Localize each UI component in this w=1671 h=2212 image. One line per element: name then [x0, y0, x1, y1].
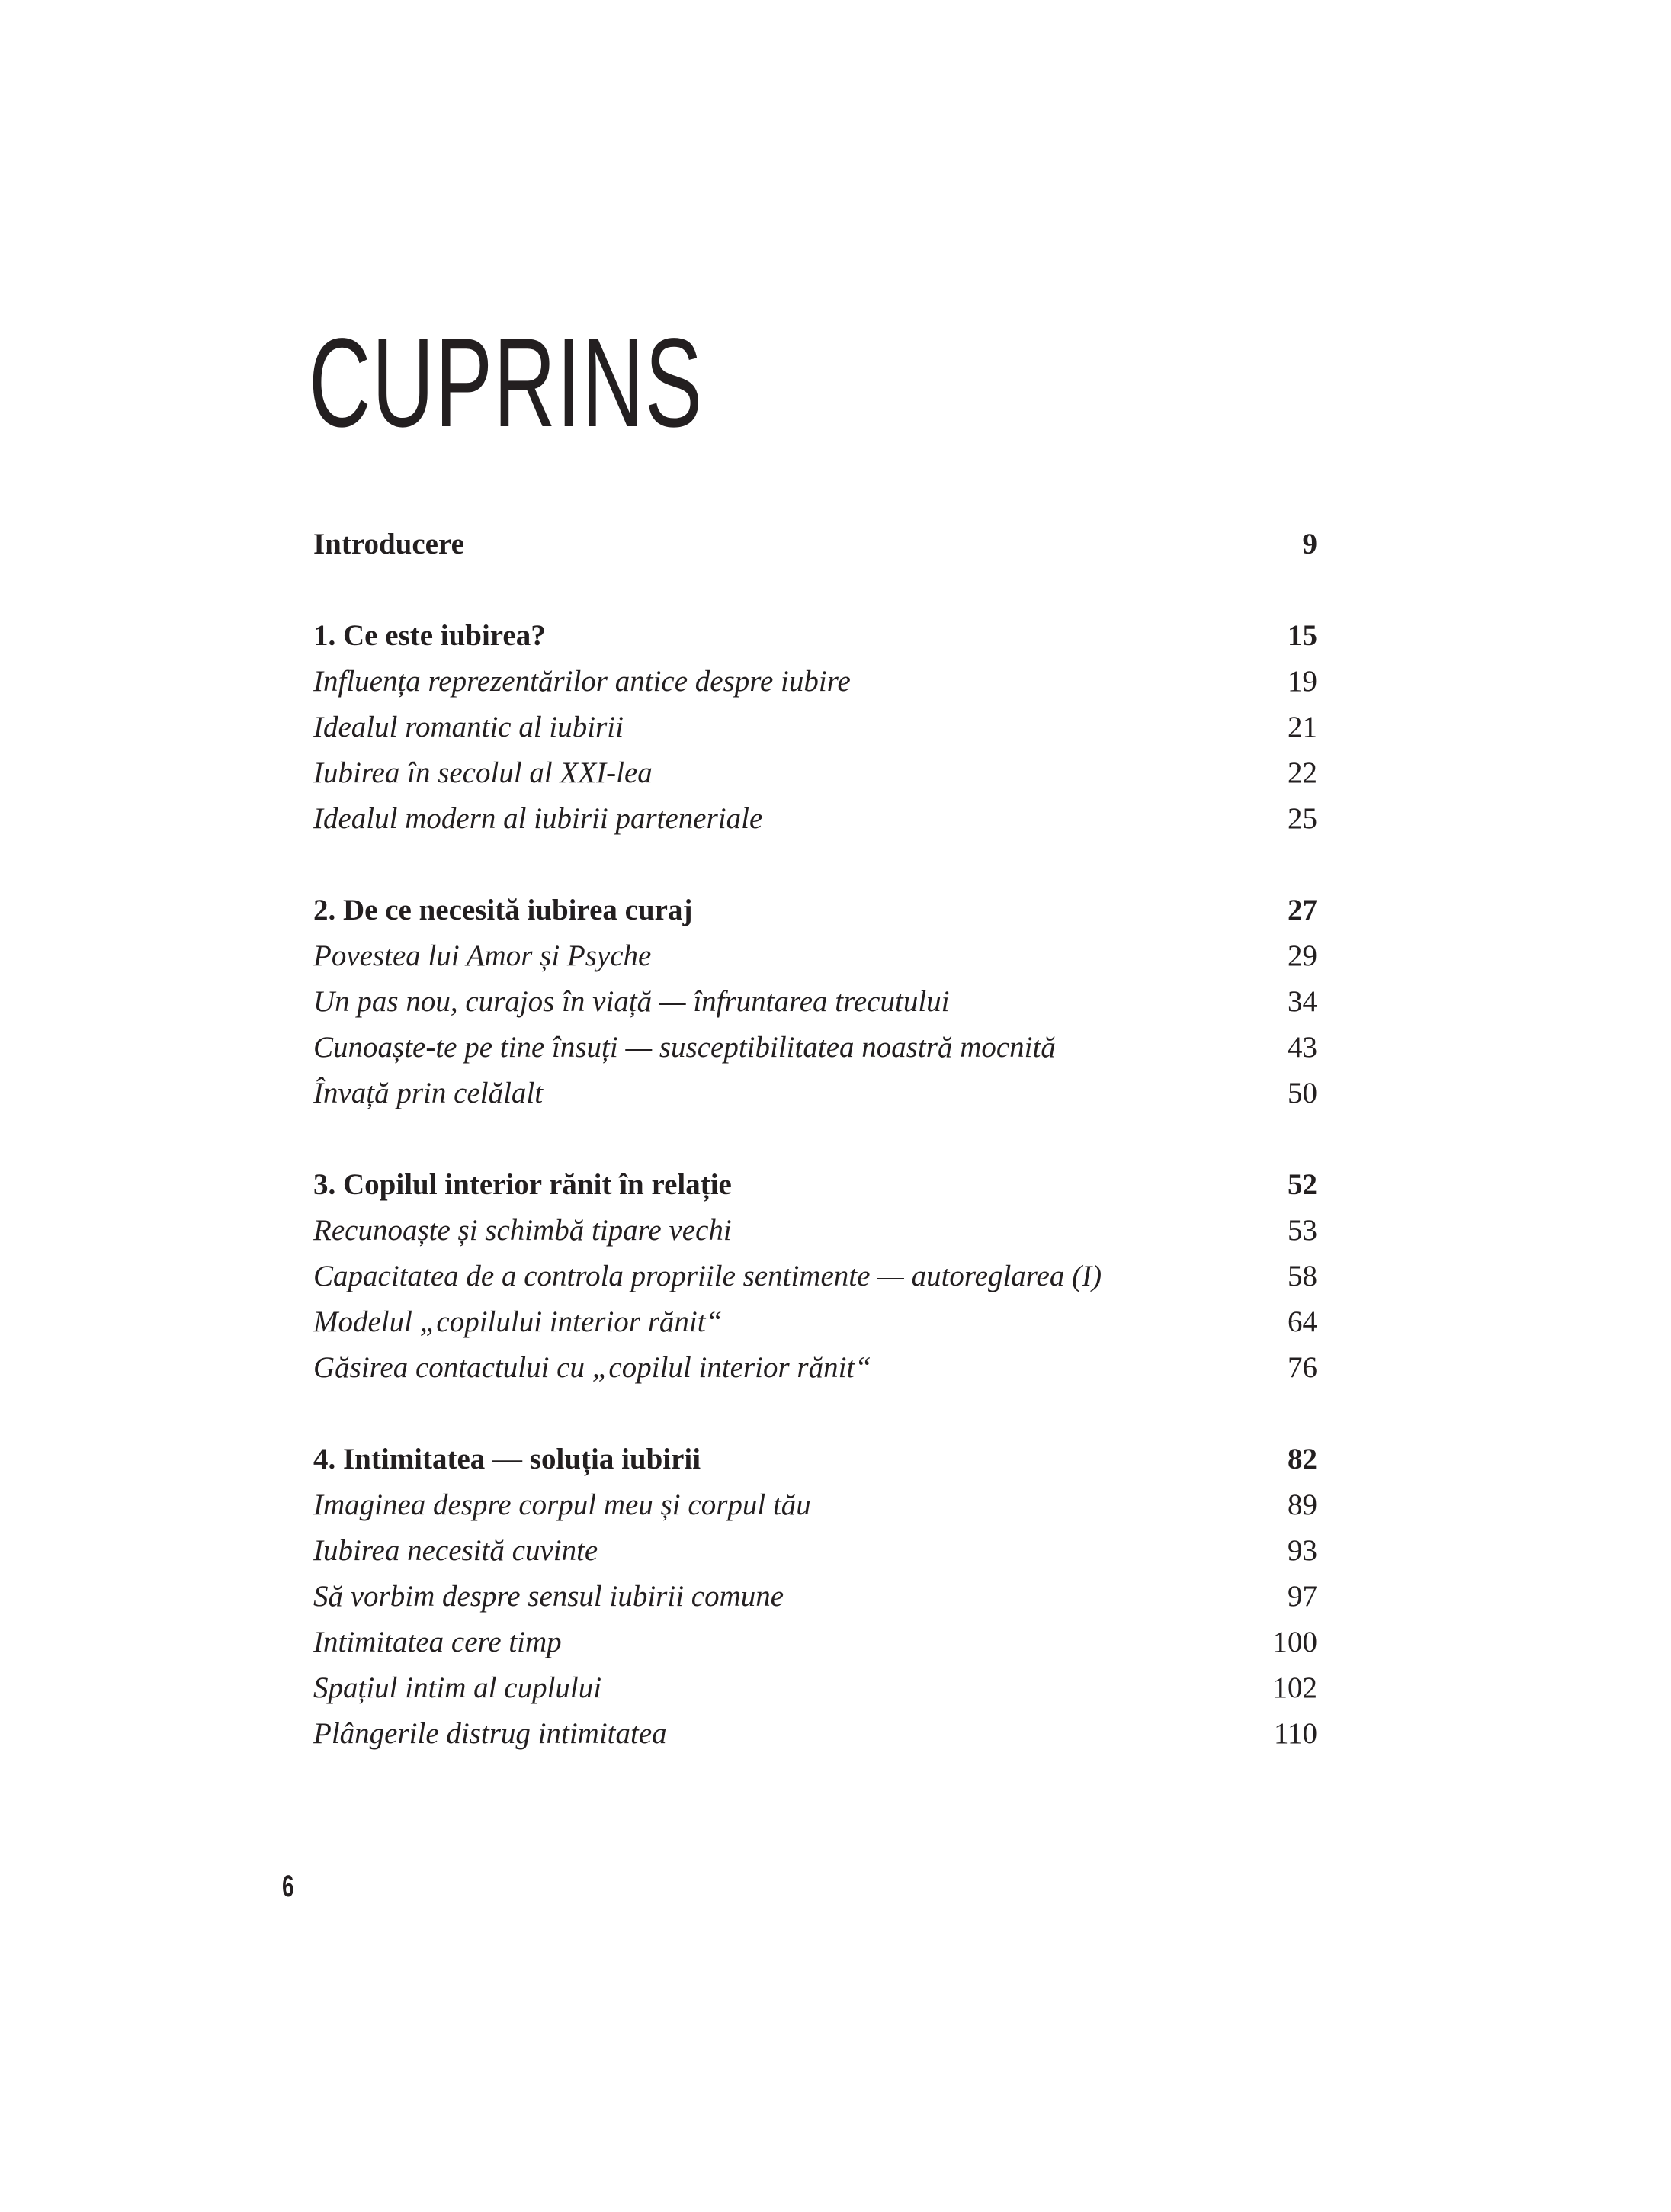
toc-entry-title: Iubirea necesită cuvinte	[313, 1534, 598, 1567]
toc-chapter-heading[interactable]	[313, 613, 1317, 659]
toc-subentry[interactable]	[313, 1025, 1317, 1071]
toc-entry-title: Intimitatea cere timp	[313, 1626, 562, 1658]
toc-chapter-heading[interactable]	[313, 1162, 1317, 1208]
toc-entry-title: Iubirea în secolul al XXI-lea	[313, 756, 653, 789]
page-number: 6	[282, 1870, 294, 1903]
toc-entry-title: Idealul romantic al iubirii	[313, 711, 624, 743]
toc-entry-page: 89	[1288, 1488, 1317, 1521]
toc-entry-page: 93	[1288, 1534, 1317, 1567]
toc-entry-title: 2. De ce necesită iubirea curaj	[313, 894, 693, 926]
toc-entry-title: Povestea lui Amor și Psyche	[313, 939, 652, 972]
toc-subentry[interactable]	[313, 1528, 1317, 1574]
toc-section	[313, 888, 1317, 1116]
toc-entry-page: 53	[1288, 1214, 1317, 1247]
toc-section	[313, 1162, 1317, 1391]
toc-entry-page: 76	[1288, 1351, 1317, 1384]
toc-entry-title: Capacitatea de a controla propriile sentimente — autoreglarea (I)	[313, 1260, 1102, 1292]
toc-section	[313, 613, 1317, 842]
toc-chapter-heading[interactable]	[313, 522, 1317, 567]
toc-entry-page: 21	[1288, 711, 1317, 743]
toc-subentry[interactable]	[313, 933, 1317, 979]
toc-entry-page: 34	[1288, 985, 1317, 1018]
toc-subentry[interactable]	[313, 1711, 1317, 1757]
toc-section	[313, 1437, 1317, 1757]
toc-chapter-heading[interactable]	[313, 1437, 1317, 1482]
toc-entry-title: Spațiul intim al cuplului	[313, 1671, 602, 1704]
toc-chapter-heading[interactable]	[313, 888, 1317, 933]
toc-entry-title: 3. Copilul interior rănit în relație	[313, 1168, 732, 1201]
toc-entry-page: 82	[1288, 1443, 1317, 1475]
toc-entry-title: Recunoaște și schimbă tipare vechi	[313, 1214, 732, 1247]
toc-subentry[interactable]	[313, 750, 1317, 796]
toc-entry-title: Găsirea contactului cu „copilul interior rănit“	[313, 1351, 871, 1384]
toc-subentry[interactable]	[313, 1345, 1317, 1391]
toc-subentry[interactable]	[313, 796, 1317, 842]
toc-subentry[interactable]	[313, 1482, 1317, 1528]
toc-subentry[interactable]	[313, 1208, 1317, 1254]
toc-entry-title: 1. Ce este iubirea?	[313, 619, 546, 652]
toc-entry-title: Plângerile distrug intimitatea	[313, 1717, 667, 1750]
toc-subentry[interactable]	[313, 1574, 1317, 1620]
toc-entry-page: 9	[1302, 528, 1317, 560]
toc-subentry[interactable]	[313, 705, 1317, 750]
toc-subentry[interactable]	[313, 1665, 1317, 1711]
toc-entry-page: 15	[1288, 619, 1317, 652]
toc-entry-page: 110	[1273, 1717, 1317, 1750]
toc-subentry[interactable]	[313, 1254, 1317, 1299]
toc-subentry[interactable]	[313, 1071, 1317, 1116]
toc-entry-page: 64	[1288, 1305, 1317, 1338]
toc-entry-title: Un pas nou, curajos în viață — înfruntarea trecutului	[313, 985, 950, 1018]
toc-entry-title: Să vorbim despre sensul iubirii comune	[313, 1580, 784, 1613]
toc-subentry[interactable]	[313, 979, 1317, 1025]
toc-section	[313, 522, 1317, 567]
toc-entry-page: 50	[1288, 1077, 1317, 1109]
toc-entry-title: Modelul „copilului interior rănit“	[313, 1305, 723, 1338]
toc-entry-title: Introducere	[313, 528, 464, 560]
toc-entry-title: Influența reprezentărilor antice despre iubire	[313, 665, 851, 698]
toc-entry-page: 58	[1288, 1260, 1317, 1292]
table-of-contents	[313, 522, 1317, 1803]
toc-entry-title: 4. Intimitatea — soluția iubirii	[313, 1443, 701, 1475]
toc-entry-page: 29	[1288, 939, 1317, 972]
toc-entry-title: Cunoaște-te pe tine însuți — susceptibilitatea noastră mocnită	[313, 1031, 1056, 1064]
toc-entry-page: 19	[1288, 665, 1317, 698]
toc-entry-page: 102	[1272, 1671, 1317, 1704]
toc-entry-title: Idealul modern al iubirii parteneriale	[313, 802, 763, 835]
toc-entry-title: Imaginea despre corpul meu și corpul tău	[313, 1488, 811, 1521]
toc-entry-page: 100	[1272, 1626, 1317, 1658]
toc-subentry[interactable]	[313, 1620, 1317, 1665]
toc-entry-page: 43	[1288, 1031, 1317, 1064]
toc-entry-page: 22	[1288, 756, 1317, 789]
toc-subentry[interactable]	[313, 659, 1317, 705]
toc-entry-page: 52	[1288, 1168, 1317, 1201]
toc-entry-page: 27	[1288, 894, 1317, 926]
page-title: CUPRINS	[309, 313, 704, 454]
toc-subentry[interactable]	[313, 1299, 1317, 1345]
toc-entry-page: 25	[1288, 802, 1317, 835]
toc-entry-page: 97	[1288, 1580, 1317, 1613]
toc-entry-title: Învață prin celălalt	[313, 1077, 544, 1109]
